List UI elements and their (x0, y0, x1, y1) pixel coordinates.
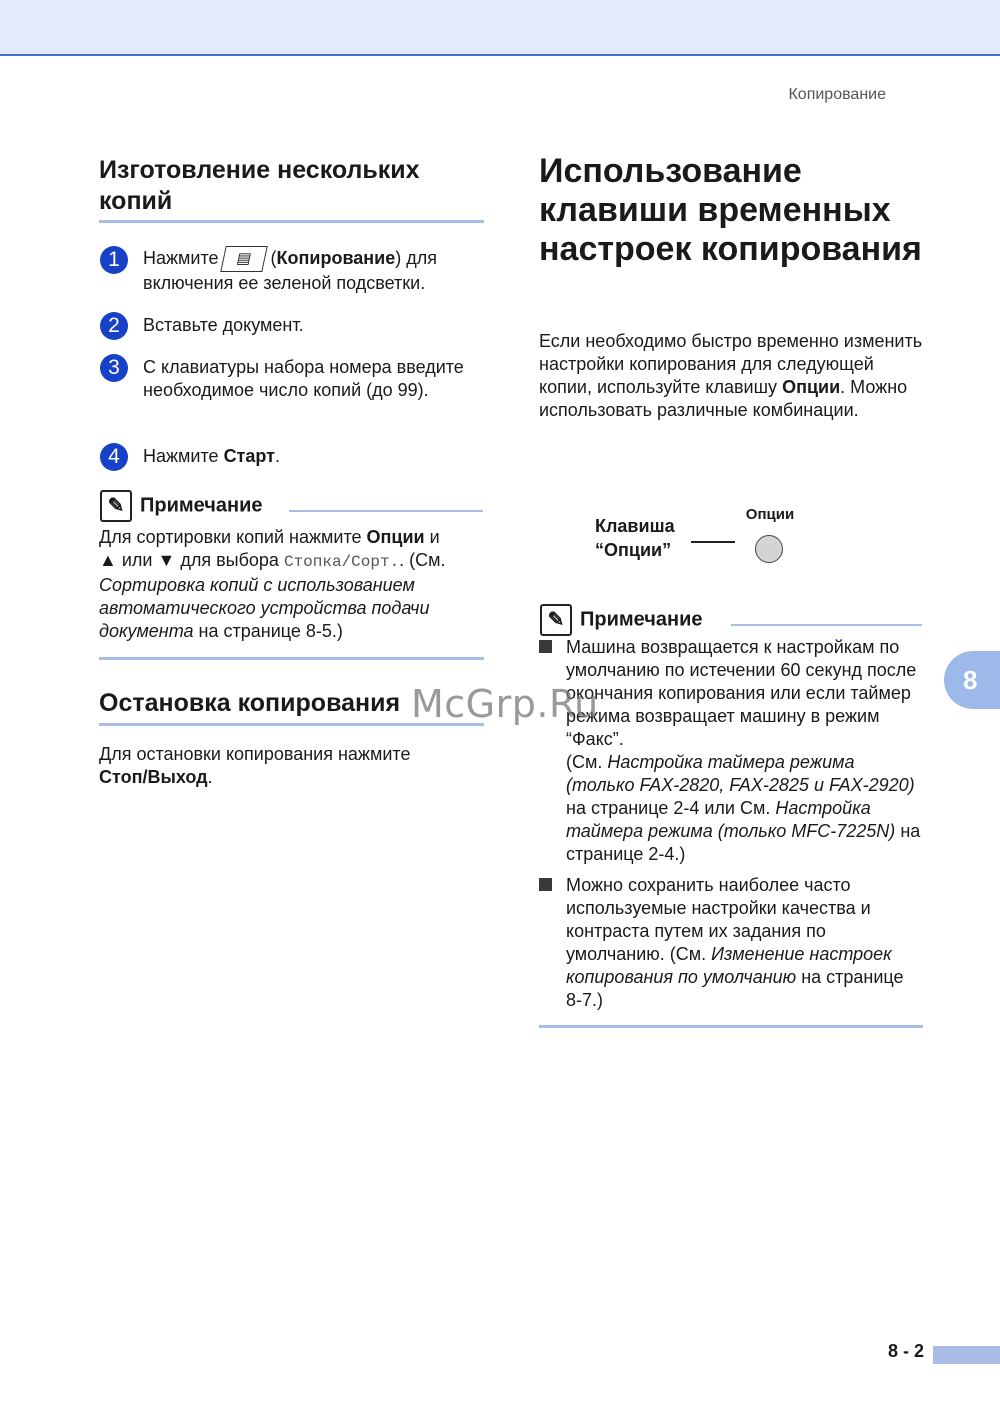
step-number: 2 (100, 312, 128, 340)
copy-key-icon: ▤ (220, 246, 268, 272)
note-rule (731, 624, 922, 626)
bullet-square-icon (539, 640, 552, 653)
note-heading: ✎ Примечание (100, 490, 263, 522)
section-rule (99, 220, 484, 223)
note-rule (289, 510, 483, 512)
step-number: 3 (100, 354, 128, 382)
note-text: Для сортировки копий нажмите Опции и ▲ или ▼ для выбора Стопка/Сорт.. (См. Сортировка копий с использованием автоматического устройства подачи документа на странице 8-5.) (99, 527, 446, 641)
diagram-leader-line (691, 541, 735, 543)
diagram-label: Клавиша “Опции” (595, 516, 675, 560)
options-button-label: Опции (745, 506, 795, 523)
section-title-stop-copy: Остановка копирования (99, 689, 401, 717)
page-number-bar (933, 1346, 1000, 1364)
step-number: 1 (100, 246, 128, 274)
step-text: Вставьте документ. (143, 315, 304, 335)
chapter-tab: 8 (944, 651, 1000, 709)
note-end-rule (99, 657, 484, 660)
running-title: Копирование (788, 86, 886, 103)
step-text: С клавиатуры набора номера введите необходимое число копий (до 99). (143, 357, 464, 400)
header-band (0, 0, 1000, 56)
note-pencil-icon: ✎ (100, 490, 132, 522)
note-end-rule (539, 1025, 923, 1028)
page-number: 8 - 2 (887, 1341, 924, 1361)
stop-text: Для остановки копирования нажмите Стоп/Выход. (99, 744, 411, 787)
step-text: Нажмите Старт. (143, 446, 280, 466)
options-button (755, 535, 783, 563)
page-title: Использование клавиши временных настроек копирования (539, 152, 922, 268)
section-title-multiple-copies: Изготовление нескольких копий (99, 156, 420, 215)
note-pencil-icon: ✎ (540, 604, 572, 636)
bullet-square-icon (539, 878, 552, 891)
step-text: Нажмите ▤ (Копирование) для включения ее зеленой подсветки. (143, 247, 438, 293)
watermark: McGrp.Ru (411, 682, 599, 726)
intro-text: Если необходимо быстро временно изменить настройки копирования для следующей копии, используйте клавишу Опции. Можно использовать различные комбинации. (539, 331, 923, 420)
note-heading: ✎ Примечание (540, 604, 703, 636)
step-number: 4 (100, 443, 128, 471)
